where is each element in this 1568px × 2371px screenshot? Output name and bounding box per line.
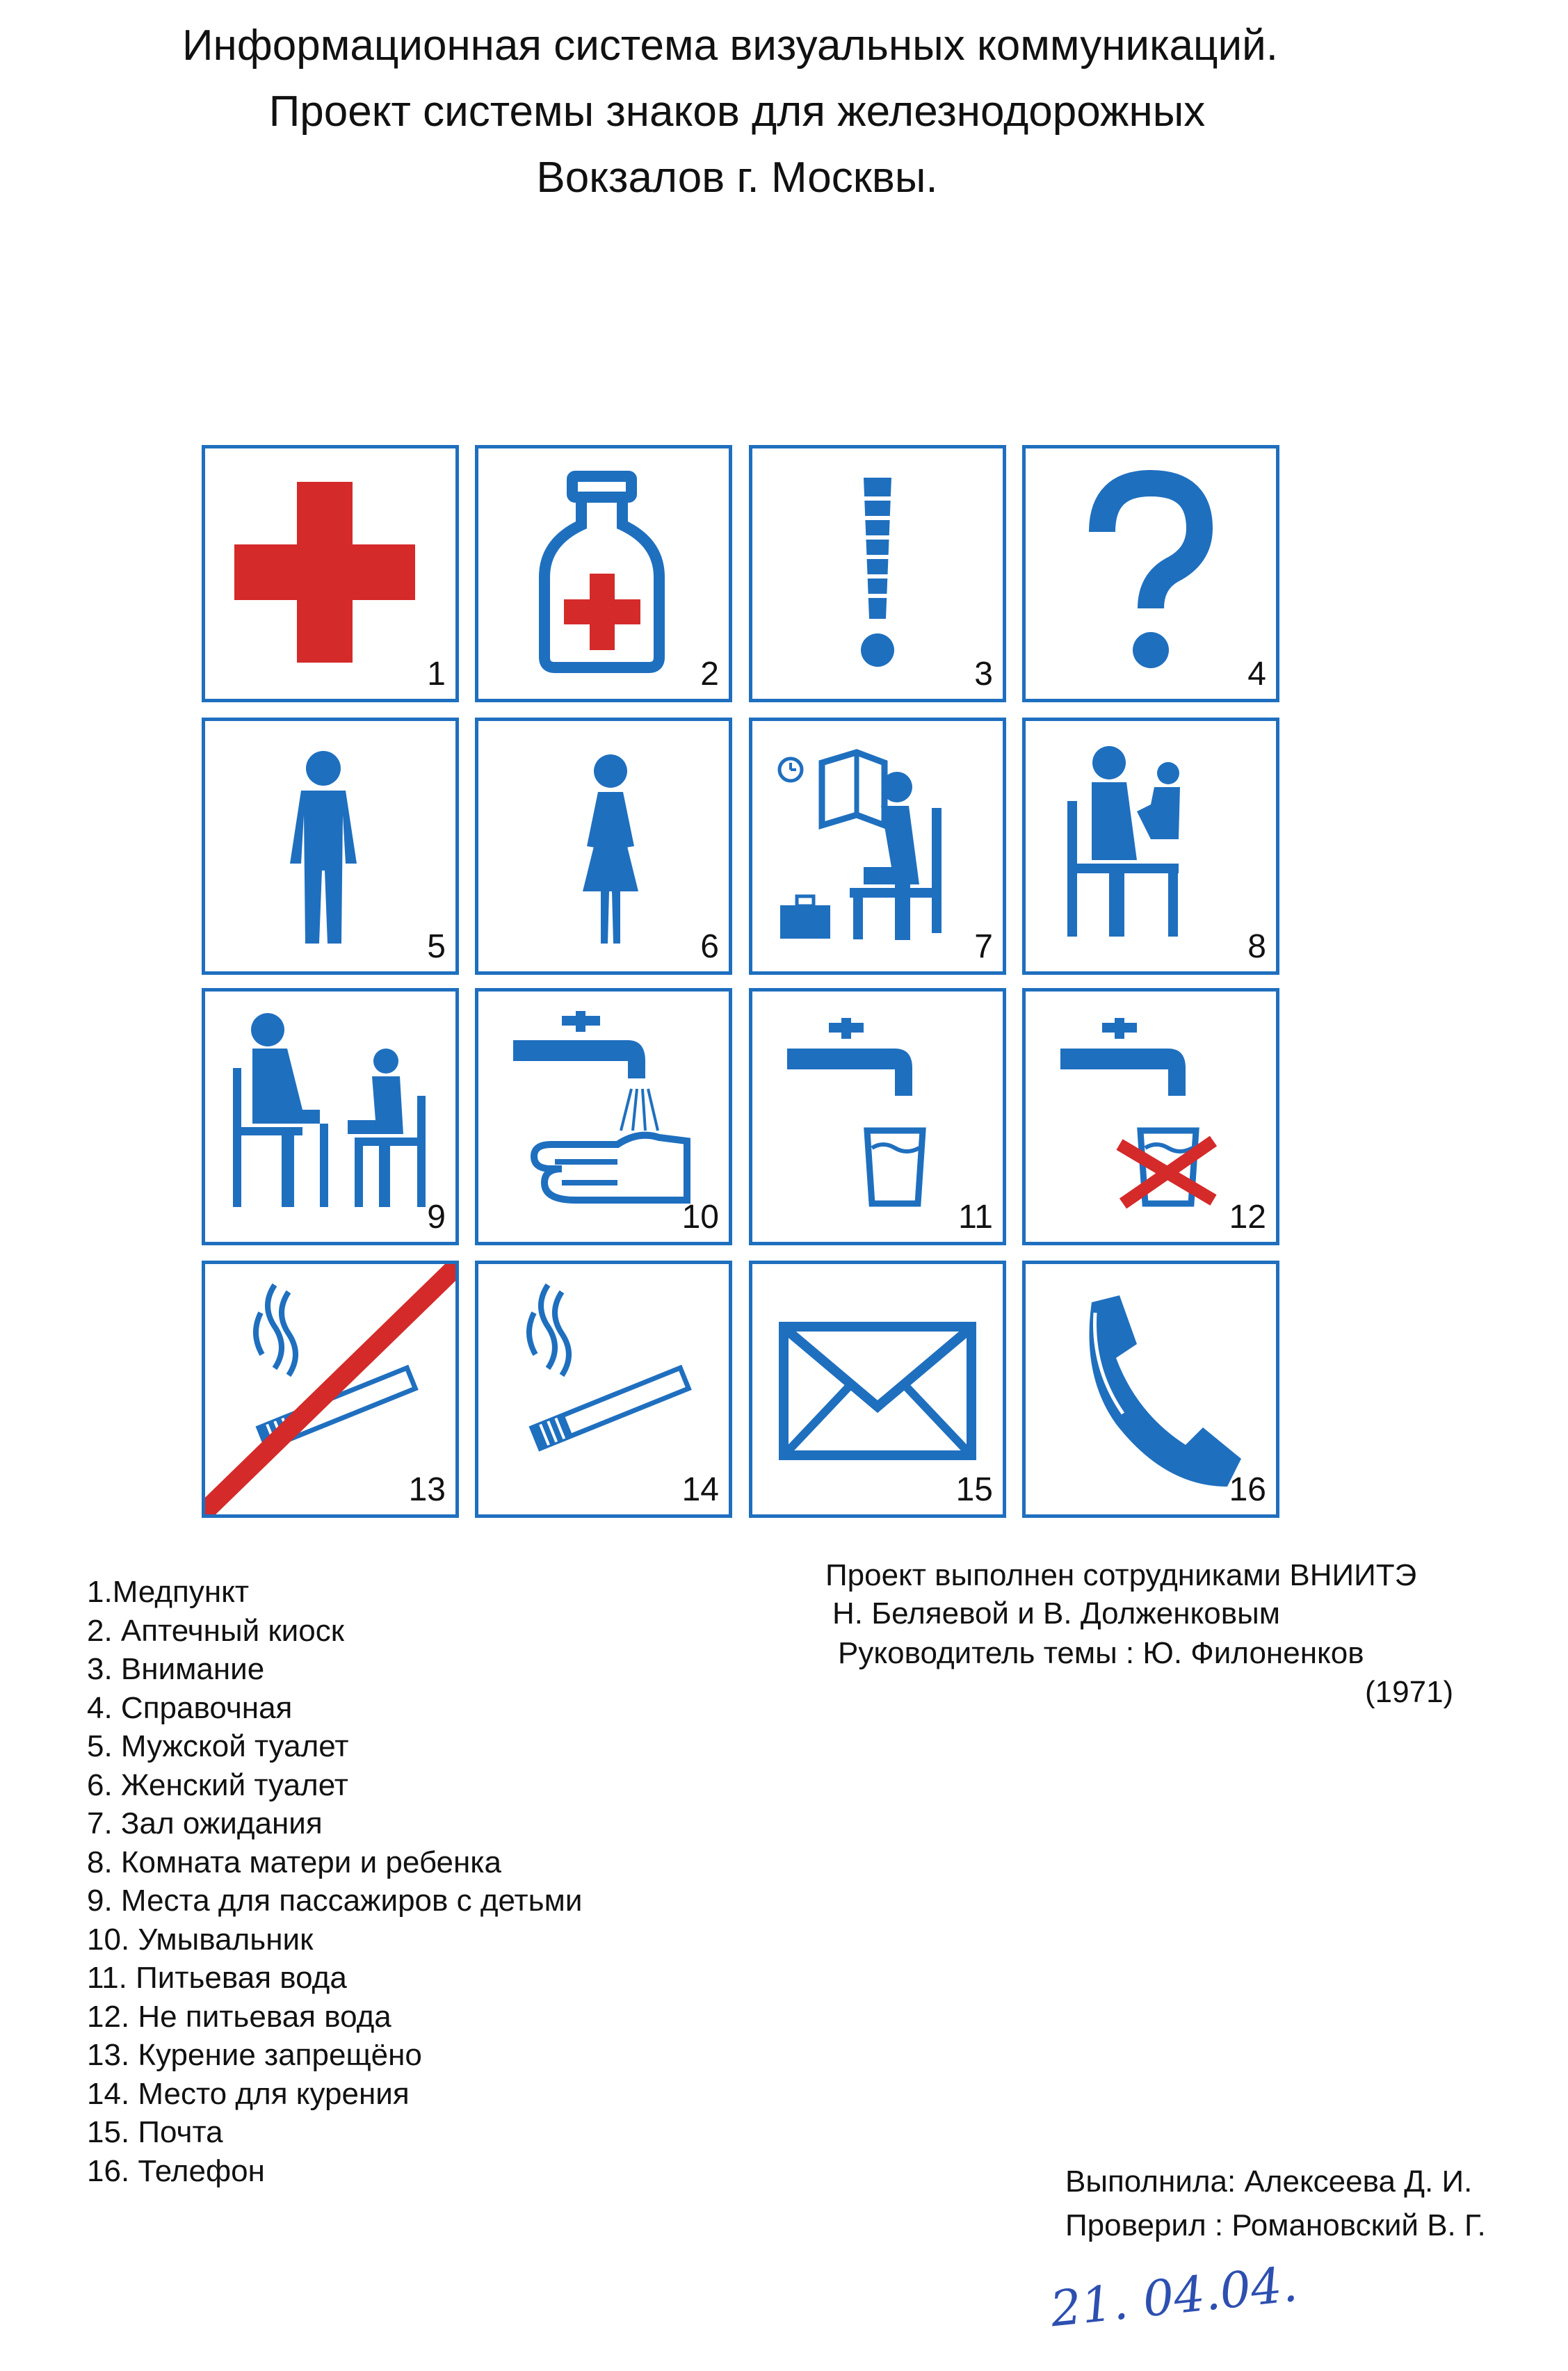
legend-item: 13. Курение запрещёно (87, 2038, 422, 2072)
legend-item: 4. Справочная (87, 1690, 293, 1725)
credit-line-3: Руководитель темы : Ю. Филоненков (838, 1636, 1364, 1670)
legend-item: 5. Мужской туалет (87, 1729, 349, 1763)
mother-child-icon (1026, 721, 1276, 971)
legend-item: 16. Телефон (87, 2153, 265, 2188)
checked-by: Проверил : Романовский В. Г. (1065, 2208, 1486, 2242)
sign-number: 4 (1247, 656, 1266, 693)
sign-number: 13 (408, 1471, 446, 1508)
sign-11 (749, 988, 1006, 1245)
medicine-bottle-icon (478, 448, 729, 699)
sign-2 (475, 445, 732, 702)
legend-item: 15. Почта (87, 2115, 223, 2149)
sign-7 (749, 718, 1006, 975)
title-line-3: Вокзалов г. Москвы. (536, 154, 938, 202)
waiting-room-icon (752, 721, 1003, 971)
question-mark-icon (1026, 448, 1276, 699)
sign-4 (1022, 445, 1279, 702)
sign-number: 2 (700, 656, 719, 693)
performed-by: Выполнила: Алексеева Д. И. (1065, 2164, 1473, 2199)
legend-item: 12. Не питьевая вода (87, 1999, 391, 2034)
title-line-1: Информационная система визуальных коммуникаций. (181, 22, 1279, 70)
sign-grid (202, 445, 1289, 1519)
sign-number: 7 (974, 928, 993, 965)
legend-item: 11. Питьевая вода (87, 1961, 347, 1995)
credit-line-1: Проект выполнен сотрудниками ВНИИТЭ (825, 1558, 1417, 1592)
sign-12 (1022, 988, 1279, 1245)
sign-number: 14 (681, 1471, 719, 1508)
red-cross-icon (205, 448, 455, 699)
sign-number: 3 (974, 656, 993, 693)
handwritten-date: 21. 04.04. (1047, 2255, 1300, 2338)
credit-line-2: Н. Беляевой и В. Долженковым (832, 1596, 1280, 1630)
sign-number: 12 (1229, 1199, 1266, 1236)
title-line-2: Проект системы знаков для железнодорожных (268, 88, 1206, 136)
sign-16 (1022, 1261, 1279, 1518)
woman-icon (478, 721, 729, 971)
legend-list (87, 1573, 582, 2190)
legend-item: 7. Зал ожидания (87, 1806, 323, 1840)
legend-item: 3. Внимание (87, 1652, 265, 1686)
sign-13 (202, 1261, 459, 1518)
sign-number: 10 (681, 1199, 719, 1236)
legend-item: 6. Женский туалет (87, 1767, 348, 1802)
sign-3 (749, 445, 1006, 702)
legend-item: 8. Комната матери и ребенка (87, 1845, 501, 1879)
sign-number: 16 (1229, 1471, 1266, 1508)
legend-item: 14. Место для курения (87, 2076, 410, 2111)
sign-6 (475, 718, 732, 975)
sign-1 (202, 445, 459, 702)
sign-number: 8 (1247, 928, 1266, 965)
sign-number: 15 (955, 1471, 993, 1508)
sign-14 (475, 1261, 732, 1518)
sign-number: 5 (427, 928, 446, 965)
legend-item: 9. Места для пассажиров с детьми (87, 1884, 583, 1918)
sign-15 (749, 1261, 1006, 1518)
legend-item: 1.Медпункт (87, 1575, 250, 1609)
sign-8 (1022, 718, 1279, 975)
passengers-with-children-icon (205, 992, 455, 1242)
legend-item: 10. Умывальник (87, 1922, 314, 1957)
legend-item: 2. Аптечный киоск (87, 1613, 344, 1648)
man-icon (205, 721, 455, 971)
exclamation-icon (752, 448, 1003, 699)
sign-number: 6 (700, 928, 719, 965)
sign-number: 9 (427, 1199, 446, 1236)
sign-5 (202, 718, 459, 975)
sign-number: 11 (958, 1199, 993, 1236)
credit-year: (1971) (1365, 1675, 1454, 1709)
sign-10 (475, 988, 732, 1245)
sign-number: 1 (427, 656, 446, 693)
sign-9 (202, 988, 459, 1245)
